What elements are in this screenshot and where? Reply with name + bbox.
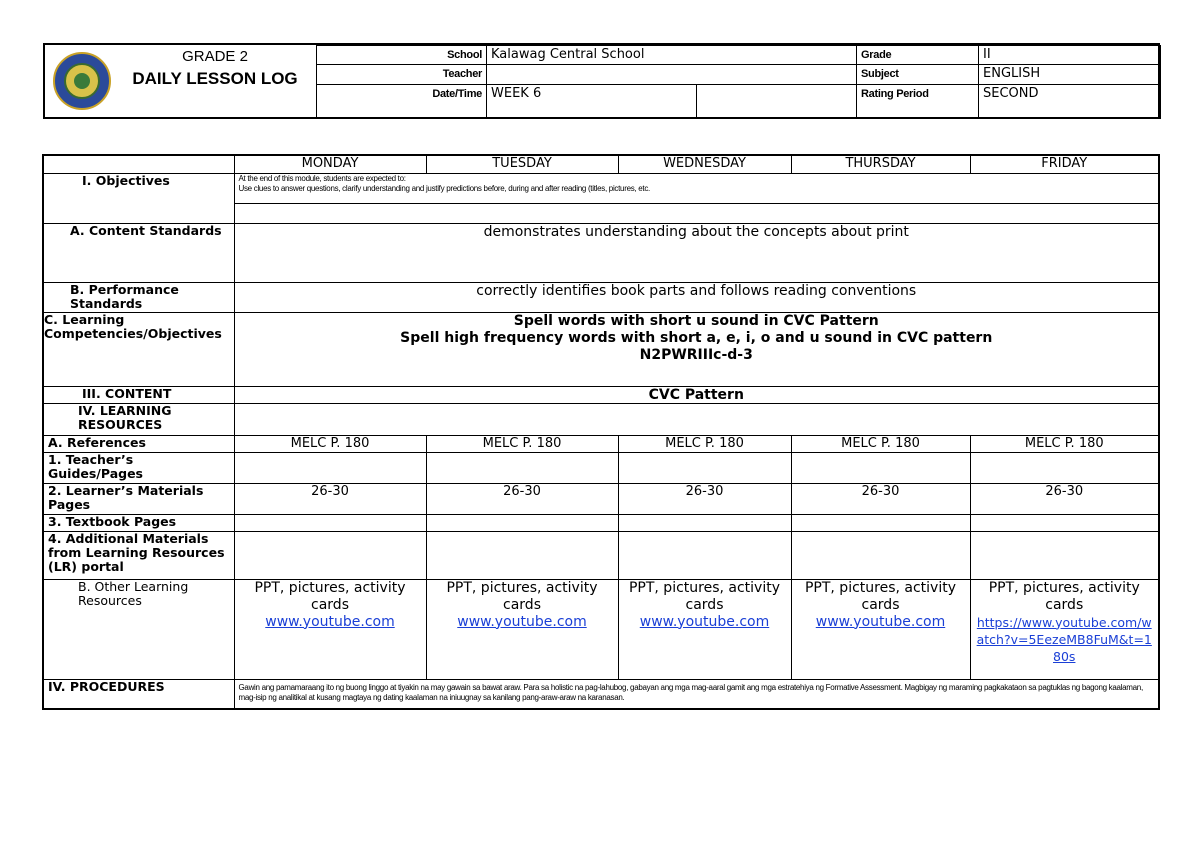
objectives-detail: Use clues to answer questions, clarify understanding and justify predictions before, during and after reading (titles, pictures, etc. — [238, 183, 650, 193]
content-text: CVC Pattern — [234, 386, 1159, 403]
dll-header — [43, 43, 1160, 119]
school-value: Kalawag Central School — [487, 46, 857, 65]
day-friday: FRIDAY — [970, 155, 1159, 173]
content-standards-row — [43, 223, 1159, 282]
competency-1: Spell words with short u sound in CVC Pattern — [513, 312, 879, 329]
textbook-label: 3. Textbook Pages — [43, 514, 234, 531]
other-resources-row — [43, 579, 1159, 679]
learning-resources-label: IV. LEARNING RESOURCES — [43, 403, 234, 435]
objectives-row — [43, 173, 1159, 203]
rating-period-label: Rating Period — [857, 84, 979, 119]
learners-materials-friday: 26-30 — [970, 483, 1159, 514]
performance-standards-label: B. Performance Standards — [43, 282, 234, 312]
teachers-guides-row — [43, 452, 1159, 483]
competency-2: Spell high frequency words with short a, e, i, o and u sound in CVC pattern — [400, 329, 993, 346]
school-label: School — [317, 46, 487, 65]
other-resources-text: PPT, pictures, activity cards — [988, 579, 1140, 613]
youtube-link[interactable]: www.youtube.com — [457, 613, 587, 630]
other-resources-monday — [234, 579, 426, 679]
references-tuesday: MELC P. 180 — [426, 435, 618, 452]
learners-materials-label: 2. Learner’s Materials Pages — [43, 483, 234, 514]
youtube-watch-link[interactable]: https://www.youtube.com/watch?v=5EezeMB8FuM&t=180s — [976, 614, 1152, 664]
procedures-row — [43, 679, 1159, 709]
day-tuesday: TUESDAY — [426, 155, 618, 173]
procedures-label: IV. PROCEDURES — [43, 679, 234, 709]
references-label: A. References — [43, 435, 234, 452]
other-resources-text: PPT, pictures, activity cards — [628, 579, 781, 613]
deped-seal-logo — [53, 52, 111, 110]
performance-standards-row — [43, 282, 1159, 312]
rating-period-value: SECOND — [979, 84, 1161, 119]
youtube-link[interactable]: www.youtube.com — [639, 613, 770, 630]
learners-materials-row — [43, 483, 1159, 514]
objectives-label: I. Objectives — [43, 173, 234, 223]
content-label: III. CONTENT — [43, 386, 234, 403]
objectives-intro: At the end of this module, students are expected to: — [238, 173, 406, 183]
additional-materials-label: 4. Additional Materials from Learning Resources (LR) portal — [43, 531, 234, 579]
learners-materials-tuesday: 26-30 — [426, 483, 618, 514]
procedures-text: Gawin ang pamamaraang ito ng buong linggo at tiyakin na may gawain sa bawat araw. Para sa holistic na pag-lahubog, gabayan ang mga mag-aaral gamit ang mga estratehiya ng Formative Assessment. Magbigay ng maraming pagkakataon sa pagtuklas ng bagong kaalaman, mag-isip ng analitikal at kusang magtaya ng dating kaalaman na iniuugnay sa kanilang pang-araw-araw na karanasan. — [234, 679, 1159, 709]
other-resources-text: PPT, pictures, activity cards — [804, 579, 957, 613]
learning-resources-row — [43, 403, 1159, 435]
teacher-value — [487, 65, 857, 84]
competency-code: N2PWRIIIc-d-3 — [639, 346, 753, 363]
corner-cell — [43, 155, 234, 173]
lesson-log-table — [42, 154, 1160, 710]
grade-value: II — [979, 46, 1161, 65]
datetime-extra-cell — [697, 84, 857, 119]
day-wednesday: WEDNESDAY — [618, 155, 791, 173]
competencies-row — [43, 312, 1159, 386]
textbook-row — [43, 514, 1159, 531]
other-resources-wednesday — [618, 579, 791, 679]
datetime-value: WEEK 6 — [487, 84, 697, 119]
subject-value: ENGLISH — [979, 65, 1161, 84]
teachers-guides-label: 1. Teacher’s Guides/Pages — [43, 452, 234, 483]
competencies-label: C. Learning Competencies/Objectives — [43, 312, 234, 386]
performance-standards-text: correctly identifies book parts and follows reading conventions — [234, 282, 1159, 312]
objectives-text — [234, 173, 1159, 203]
references-wednesday: MELC P. 180 — [618, 435, 791, 452]
other-resources-friday — [970, 579, 1159, 679]
grade-title: GRADE 2 — [182, 48, 248, 65]
references-friday: MELC P. 180 — [970, 435, 1159, 452]
learning-resources-cell — [234, 403, 1159, 435]
daily-lesson-log-title: DAILY LESSON LOG — [132, 69, 298, 88]
day-header-row — [43, 155, 1159, 173]
content-row — [43, 386, 1159, 403]
learners-materials-wednesday: 26-30 — [618, 483, 791, 514]
info-table — [316, 45, 1161, 119]
learners-materials-monday: 26-30 — [234, 483, 426, 514]
content-standards-label: A. Content Standards — [43, 223, 234, 282]
youtube-link[interactable]: www.youtube.com — [815, 613, 946, 630]
other-resources-thursday — [791, 579, 970, 679]
other-resources-tuesday — [426, 579, 618, 679]
additional-materials-row — [43, 531, 1159, 579]
references-row — [43, 435, 1159, 452]
youtube-link[interactable]: www.youtube.com — [265, 613, 395, 630]
references-thursday: MELC P. 180 — [791, 435, 970, 452]
teacher-label: Teacher — [317, 65, 487, 84]
datetime-label: Date/Time — [317, 84, 487, 119]
subject-label: Subject — [857, 65, 979, 84]
objectives-blank-cell — [234, 203, 1159, 223]
other-resources-text: PPT, pictures, activity cards — [254, 579, 406, 613]
references-monday: MELC P. 180 — [234, 435, 426, 452]
content-standards-text: demonstrates understanding about the concepts about print — [234, 223, 1159, 282]
other-resources-text: PPT, pictures, activity cards — [446, 579, 598, 613]
competencies-text — [234, 312, 1159, 386]
other-resources-label: B. Other Learning Resources — [43, 579, 234, 679]
grade-label: Grade — [857, 46, 979, 65]
day-thursday: THURSDAY — [791, 155, 970, 173]
learners-materials-thursday: 26-30 — [791, 483, 970, 514]
day-monday: MONDAY — [234, 155, 426, 173]
